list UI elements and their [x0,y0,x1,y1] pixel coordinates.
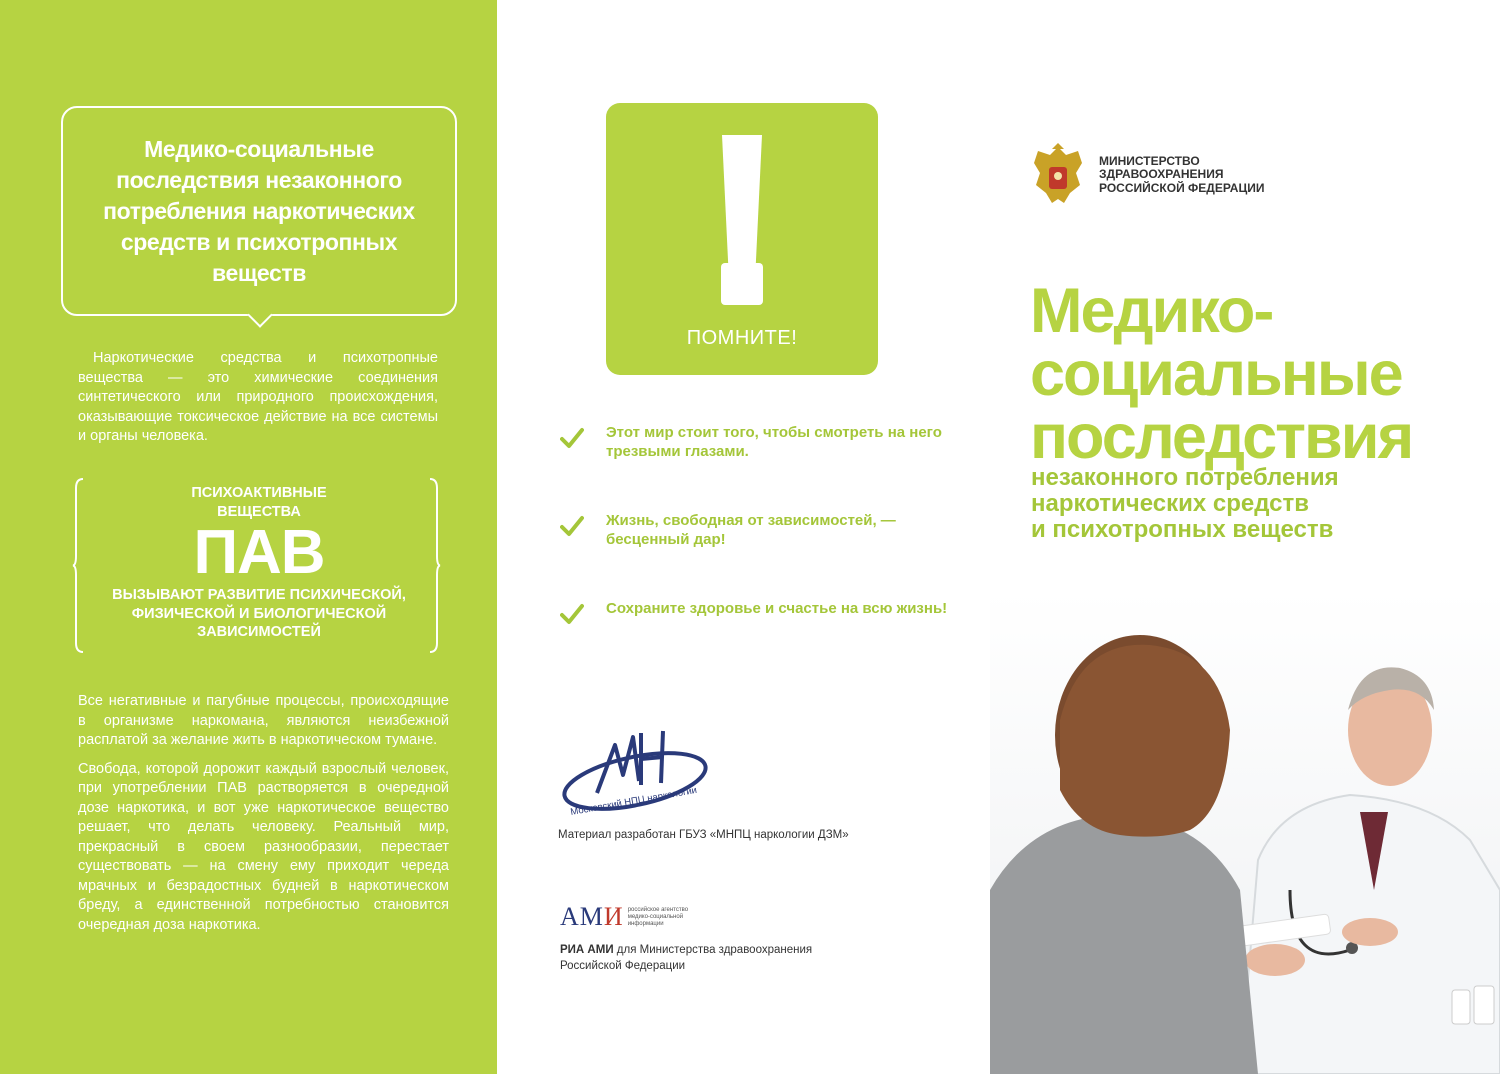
ministry-line1: МИНИСТЕРСТВО [1099,153,1200,168]
ami-caption-line2: Российской Федерации [560,960,686,972]
cover-title-line1: Медико- [1030,276,1273,346]
checkmark-icon [560,426,584,450]
list-item [560,511,960,599]
mnpc-logo [557,723,712,823]
checklist [560,423,960,687]
ami-logo [560,902,700,932]
body-paragraph-1: Все негативные и пагубные процессы, происходящие в организме наркомана, являются неизбежной расплатой за желание жить в наркотическом тумане. [78,693,449,748]
pav-line1: ПСИХОАКТИВНЫЕ [191,485,327,501]
checklist-text: Жизнь, свободная от зависимостей, — бесценный дар! [606,512,896,548]
ministry-line3: РОССИЙСКОЙ ФЕДЕРАЦИИ [1099,180,1265,195]
pav-abbreviation: ПАВ [193,518,325,587]
remember-label: ПОМНИТЕ! [686,327,798,349]
pav-line2: ВЕЩЕСТВА [217,504,301,520]
intro-paragraph: Наркотические средства и психотропные вещества — это химические соединения синтетического или природного происхождения, оказывающие токсическое действие на все системы и органы человека. [78,350,438,444]
exclamation-dot [721,263,763,305]
left-panel [0,0,497,1074]
ami-caption [560,942,812,974]
cover-title-line2: социальные [1030,339,1402,409]
checklist-text: Сохраните здоровье и счастье на всю жизнь! [606,600,948,617]
ami-logo-word [560,902,624,932]
ministry-name [1099,155,1264,196]
body-paragraph-2: Свобода, которой дорожит каждый взрослый человек, при употреблении ПАВ растворяется в очередной дозе наркотика, и вот уже наркотическое вещество решает, что делать человеку. Реальный мир, прекрасный в своем разнообразии, перестает существовать — на смену ему приходит череда мрачных и безрадостных будней в наркотическом бреду, а единственной потребностью становится очередная доза наркотика. [78,760,449,933]
right-brace-icon [429,478,441,653]
mnpc-caption: Материал разработан ГБУЗ «МНПЦ наркологии ДЗМ» [558,829,849,841]
body-text [78,692,449,944]
doctor-patient-photo [990,590,1500,1074]
list-item [560,599,960,687]
ami-caption-rest: для Министерства здравоохранения [613,944,813,956]
remember-box [606,103,878,375]
cover-subtitle-line3: и психотропных веществ [1031,516,1334,543]
ministry-header [1030,141,1264,209]
cover-title-line3: последствия [1030,402,1413,472]
pav-effect: ВЫЗЫВАЮТ РАЗВИТИЕ ПСИХИЧЕСКОЙ, ФИЗИЧЕСКОЙ И БИОЛОГИЧЕСКОЙ ЗАВИСИМОСТЕЙ [112,587,406,640]
checkmark-icon [560,514,584,538]
bubble-title: Медико-социальные последствия незаконного потребления наркотических средств и психотропных веществ [103,135,415,286]
left-brace-icon [72,478,84,653]
list-item [560,423,960,511]
checklist-text: Этот мир стоит того, чтобы смотреть на него трезвыми глазами. [606,424,942,460]
ministry-line2: ЗДРАВООХРАНЕНИЯ [1099,167,1224,182]
cover-title [1030,276,1413,472]
ami-logo-word-i: И [603,902,624,931]
pav-block [92,484,426,642]
cover-subtitle [1031,465,1339,543]
ami-caption-bold: РИА АМИ [560,944,614,956]
title-speech-bubble [61,106,457,316]
cover-subtitle-line2: наркотических средств [1031,490,1309,517]
coat-of-arms-icon [1030,141,1086,209]
ami-logo-tagline: российское агентство медико-социальной информации [627,906,689,927]
checkmark-icon [560,602,584,626]
mnpc-logo-text: Московский НПЦ наркологии [569,784,698,818]
ami-logo-word-a: АМ [560,902,604,931]
cover-subtitle-line1: незаконного потребления [1031,464,1339,491]
